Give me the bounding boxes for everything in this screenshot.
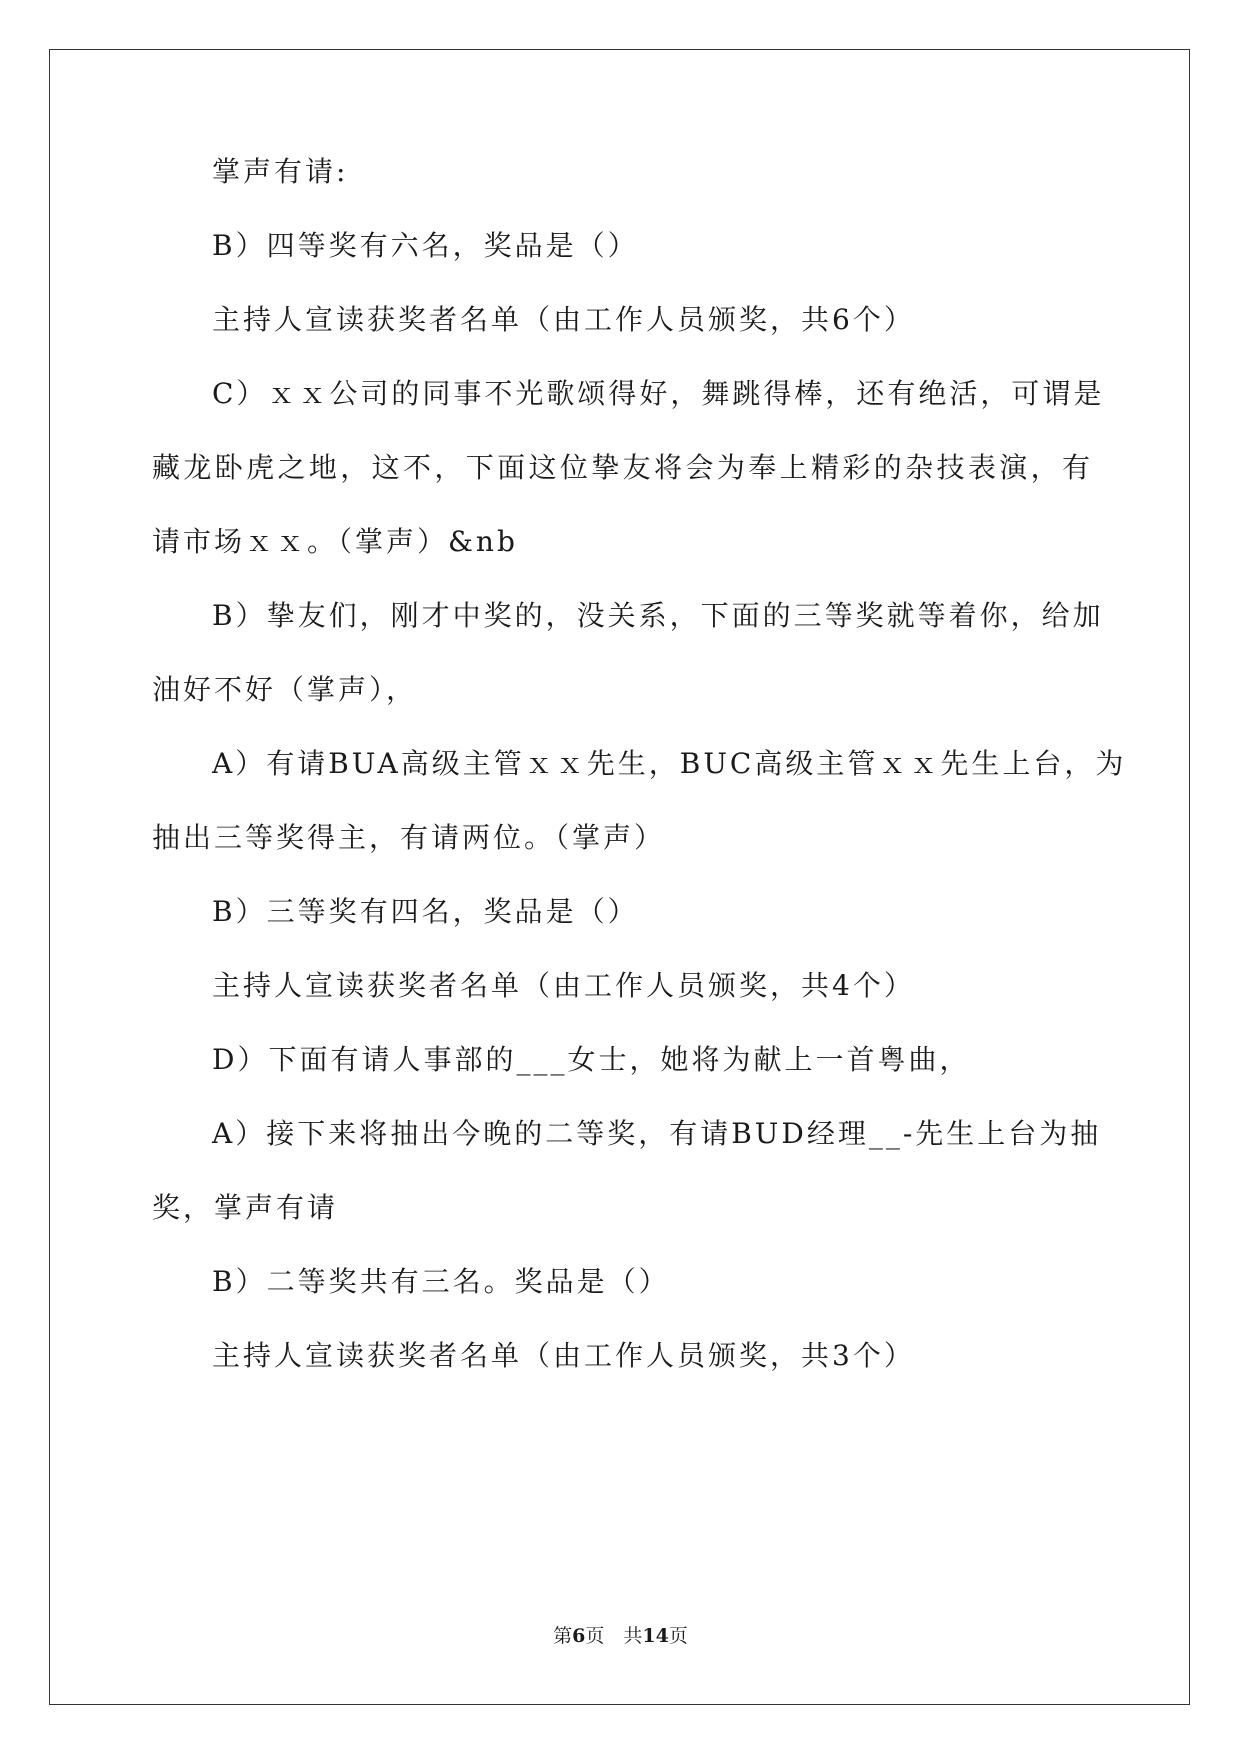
footer-suffix: 页 — [668, 1625, 688, 1647]
paragraph-line: 请市场ｘｘ。（掌声）&nb — [152, 525, 518, 558]
footer-prefix: 第 — [553, 1625, 573, 1647]
paragraph-line: B）二等奖共有三名。奖品是（） — [212, 1265, 670, 1298]
paragraph-line: 掌声有请: — [212, 155, 349, 188]
paragraph-line: A）有请BUA高级主管ｘｘ先生，BUC高级主管ｘｘ先生上台，为 — [212, 747, 1127, 780]
paragraph-line: 主持人宣读获奖者名单（由工作人员颁奖，共6个） — [212, 303, 915, 336]
paragraph-line: 油好不好（掌声）， — [152, 673, 418, 706]
paragraph-line: B）挚友们，刚才中奖的，没关系，下面的三等奖就等着你，给加 — [212, 599, 1104, 632]
footer-page-number: 6 — [572, 1625, 586, 1647]
footer-total-pages: 14 — [642, 1625, 669, 1647]
paragraph-line: 抽出三等奖得主，有请两位。（掌声） — [152, 821, 666, 854]
paragraph-line: D）下面有请人事部的___女士，她将为献上一首粤曲， — [212, 1043, 971, 1076]
paragraph-line: A）接下来将抽出今晚的二等奖，有请BUD经理__-先生上台为抽 — [212, 1117, 1102, 1150]
paragraph-line: B）四等奖有六名，奖品是（） — [212, 229, 639, 262]
paragraph-line: C）ｘｘ公司的同事不光歌颂得好，舞跳得棒，还有绝活，可谓是 — [212, 377, 1105, 410]
paragraph-line: 主持人宣读获奖者名单（由工作人员颁奖，共3个） — [212, 1339, 915, 1372]
paragraph-line: 奖，掌声有请 — [152, 1191, 339, 1224]
page-footer — [0, 1622, 1241, 1650]
page-border — [49, 49, 1190, 1705]
paragraph-line: B）三等奖有四名，奖品是（） — [212, 895, 639, 928]
paragraph-line: 藏龙卧虎之地，这不，下面这位挚友将会为奉上精彩的杂技表演，有 — [152, 451, 1092, 484]
footer-middle: 页 共 — [585, 1625, 643, 1647]
paragraph-line: 主持人宣读获奖者名单（由工作人员颁奖，共4个） — [212, 969, 915, 1002]
